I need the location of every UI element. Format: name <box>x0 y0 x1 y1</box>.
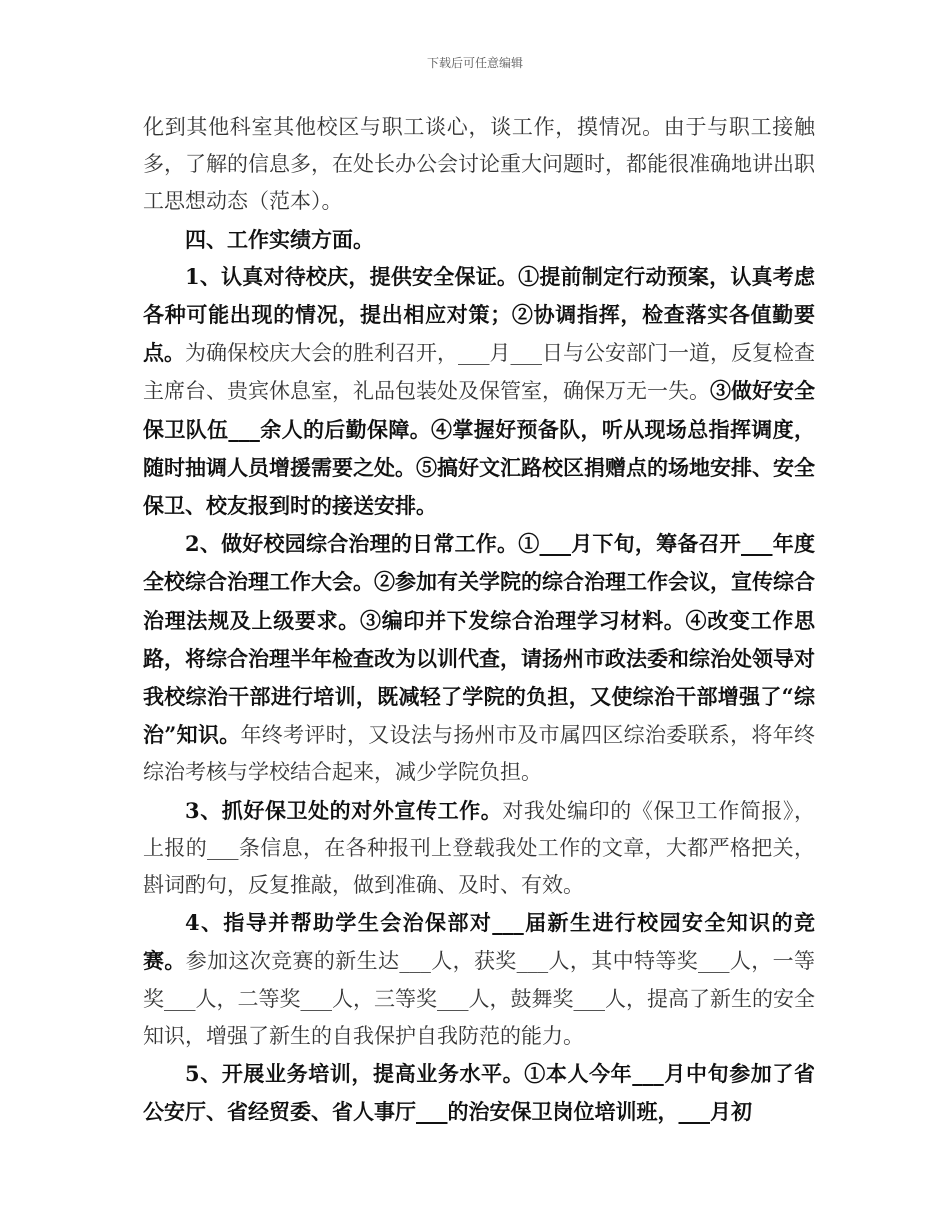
normal-text: 参加这次竞赛的新生达___人，获奖___人，其中特等奖___人，一等奖___人，二等奖___人，三等奖___人，鼓舞奖___人，提高了新生的安全知识，增强了新生的自我保护自我防范的能力。 <box>143 949 816 1048</box>
paragraph-item-5 <box>143 1055 815 1131</box>
normal-text: 对我处编印的《保卫工作简报》，上报的___条信息，在各种报刊上登载我处工作的文章，大都严格把关，斟词酌句，反复推敲，做到准确、及时、有效。 <box>143 798 815 898</box>
document-body <box>143 109 815 1131</box>
section-heading-text: 四、工作实绩方面。 <box>185 226 374 252</box>
paragraph-item-2 <box>143 525 815 791</box>
bold-text: 3、抓好保卫处的对外宣传工作。 <box>185 797 503 823</box>
bold-text: 4、指导并帮助学生会治保部对___届新生进行校园安全知识的竞赛。 <box>143 910 815 974</box>
normal-text: 为确保校庆大会的胜利召开，___月___日与公安部门一道，反复检查主席台、贵宾休息室，礼品包装处及保管室，确保万无一失。 <box>143 341 815 404</box>
paragraph-item-3 <box>143 792 815 905</box>
paragraph-text: 化到其他科室其他校区与职工谈心，谈工作，摸情况。由于与职工接触多，了解的信息多，在处长办公会讨论重大问题时，都能很准确地讲出职工思想动态（范本）。 <box>143 115 815 214</box>
bold-text: ③做好安全保卫队伍___余人的后勤保障。④掌握好预备队，听从现场总指挥调度，随时抽调人员增援需要之处。⑤搞好文汇路校区捐赠点的场地安排、安全保卫、校友报到时的接送安排。 <box>143 378 815 519</box>
paragraph-intro <box>143 109 815 221</box>
page-header: 下载后可任意编辑 <box>426 56 523 70</box>
section-heading <box>143 221 815 258</box>
bold-text: 2、做好校园综合治理的日常工作。①___月下旬，筹备召开___年度全校综合治理工作大会。②参加有关学院的综合治理工作会议，宣传综合治理法规及上级要求。③编印并下发综合治理学习材料。④改变工作思路，将综合治理半年检查改为以训代查，请扬州市政法委和综治处领导对我校综治干部进行培训，既减轻了学院的负担，又使综治干部增强了“综治”知识。 <box>143 531 815 748</box>
paragraph-item-1 <box>143 258 815 525</box>
bold-text: 5、开展业务培训，提高业务水平。①本人今年___月中旬参加了省公安厅、省经贸委、省人事厅___的治安保卫岗位培训班，___月初 <box>143 1061 815 1125</box>
normal-text: 年终考评时，又设法与扬州市及市属四区综治委联系，将年终综治考核与学校结合起来，减少学院负担。 <box>143 723 815 785</box>
bold-text: 1、认真对待校庆，提供安全保证。①提前制定行动预案，认真考虑各种可能出现的情况，提出相应对策；②协调指挥，检查落实各值勤要点。 <box>143 263 815 366</box>
paragraph-item-4 <box>143 904 815 1055</box>
